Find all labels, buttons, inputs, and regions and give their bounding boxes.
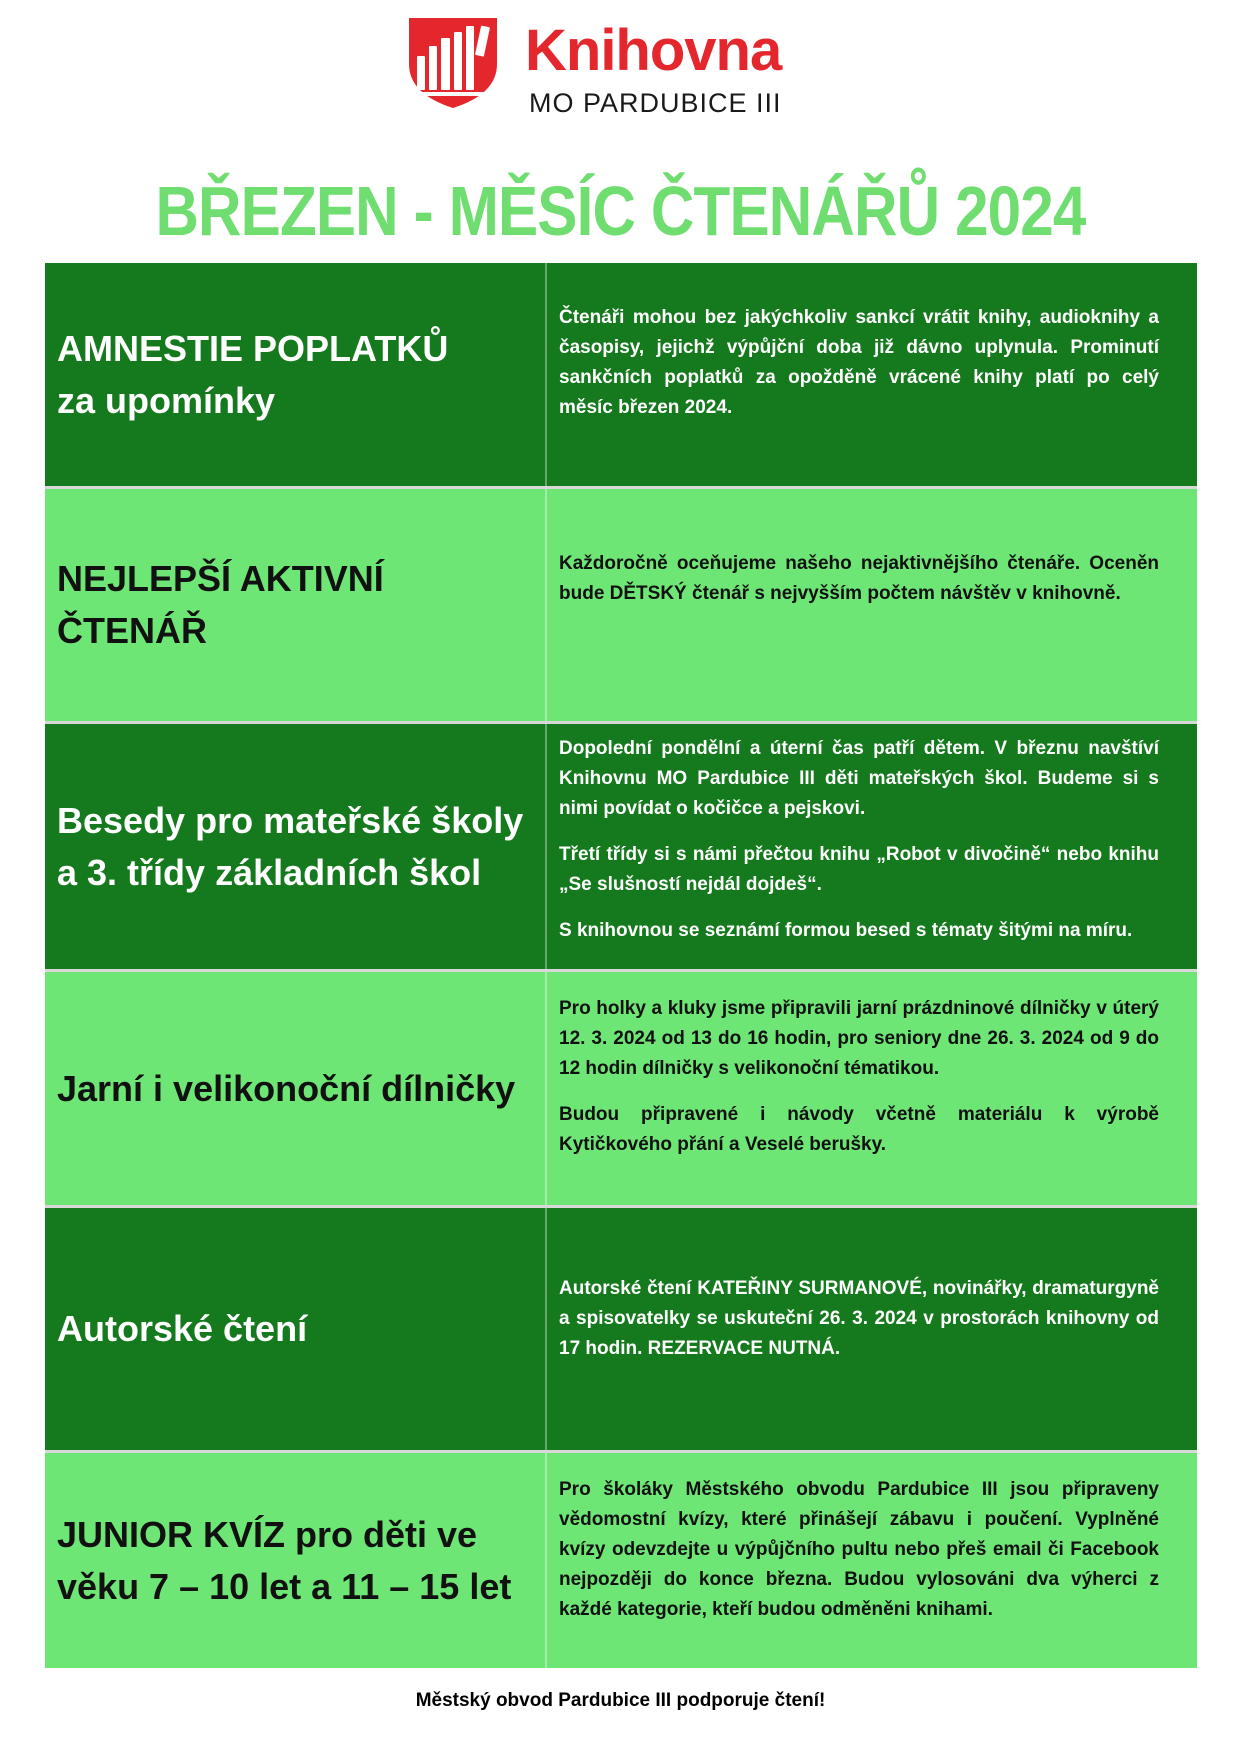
event-description-cell (547, 263, 1197, 486)
event-title-cell (45, 1453, 547, 1668)
event-row-amnesty (45, 263, 1197, 489)
event-title-line: za upomínky (57, 379, 276, 421)
event-title (57, 795, 523, 899)
event-title-line: Besedy pro mateřské školy (57, 799, 524, 841)
library-name: Knihovna (525, 18, 782, 83)
event-title (57, 1509, 511, 1613)
event-title-line: AMNESTIE POPLATKŮ (57, 327, 449, 369)
event-title-line: JUNIOR KVÍZ pro děti ve (57, 1513, 478, 1555)
event-title-line: NEJLEPŠÍ AKTIVNÍ ČTENÁŘ (57, 558, 384, 651)
event-title-cell (45, 1208, 547, 1450)
page-title: BŘEZEN - MĚSÍC ČTENÁŘŮ 2024 (155, 172, 1086, 250)
event-description: Budou připravené i návody včetně materiálu k výrobě Kytičkového přání a Veselé berušky. (559, 1104, 1159, 1155)
events-table (45, 263, 1197, 1668)
event-title (57, 1063, 515, 1115)
event-title-line: věku 7 – 10 let a 11 – 15 let (57, 1565, 512, 1607)
event-description-cell (547, 489, 1197, 721)
library-books-shield-icon (407, 16, 499, 110)
event-title-line: Autorské čtení (57, 1308, 308, 1349)
event-title-line: a 3. třídy základních škol (57, 851, 482, 893)
event-title-line: Jarní i velikonoční dílničky (57, 1067, 516, 1109)
event-description: Autorské čtení KATEŘINY SURMANOVÉ, novinářky, dramaturgyně a spisovatelky se uskuteční 26. 3. 2024 v prostorách knihovny od 17 hodin. REZERVACE NUTNÁ. (559, 1278, 1159, 1359)
event-description: Pro holky a kluky jsme připravili jarní prázdninové dílničky v úterý 12. 3. 2024 od 13 do 16 hodin, pro seniory dne 26. 3. 2024 od 9 do 12 hodin dílničky s velikonoční tématikou. (559, 998, 1159, 1079)
event-title (57, 323, 448, 427)
event-row-author-reading (45, 1208, 1197, 1453)
event-description: Pro školáky Městského obvodu Pardubice III jsou připraveny vědomostní kvízy, které přinášejí zábavu i poučení. Vyplněné kvízy odevzdejte u výpůjčního pultu nebo přeš email či Facebook nejpozději do konce března. Budou vylosováni dva výherci z každé kategorie, kteří budou odměněni knihami. (559, 1479, 1159, 1620)
event-description-cell (547, 1453, 1197, 1668)
event-description: Čtenáři mohou bez jakýchkoliv sankcí vrátit knihy, audioknihy a časopisy, jejichž výpůjční doba již dávno uplynula. Prominutí sankčních poplatků za opožděně vrácené knihy platí po celý měsíc březen 2024. (559, 307, 1159, 418)
library-logo (407, 16, 797, 116)
event-title-cell (45, 972, 547, 1205)
event-description-cell (547, 1208, 1197, 1450)
event-row-talks (45, 724, 1197, 972)
event-title-cell (45, 489, 547, 721)
event-row-junior-quiz (45, 1453, 1197, 1668)
event-description: Každoročně oceňujeme našeho nejaktivnějšího čtenáře. Oceněn bude DĚTSKÝ čtenář s nejvyšším počtem návštěv v knihovně. (559, 553, 1159, 604)
event-title-cell (45, 724, 547, 969)
event-title (57, 1303, 307, 1355)
footer-note: Městský obvod Pardubice III podporuje čtení! (415, 1690, 826, 1711)
event-title (57, 553, 533, 657)
event-description-cell (547, 972, 1197, 1205)
event-description: S knihovnou se seznámí formou besed s tématy šitými na míru. (559, 920, 1133, 941)
event-row-workshops (45, 972, 1197, 1208)
event-title-cell (45, 263, 547, 486)
event-row-best-reader (45, 489, 1197, 724)
event-description: Dopolední pondělní a úterní čas patří dětem. V březnu navštíví Knihovnu MO Pardubice III děti mateřských škol. Budeme si s nimi povídat o kočičce a pejskovi. (559, 738, 1159, 819)
event-description-cell (547, 724, 1197, 969)
library-subtitle: MO PARDUBICE III (529, 88, 782, 118)
event-description: Třetí třídy si s námi přečtou knihu „Robot v divočině“ nebo knihu „Se slušností nejdál dojdeš“. (559, 844, 1159, 895)
